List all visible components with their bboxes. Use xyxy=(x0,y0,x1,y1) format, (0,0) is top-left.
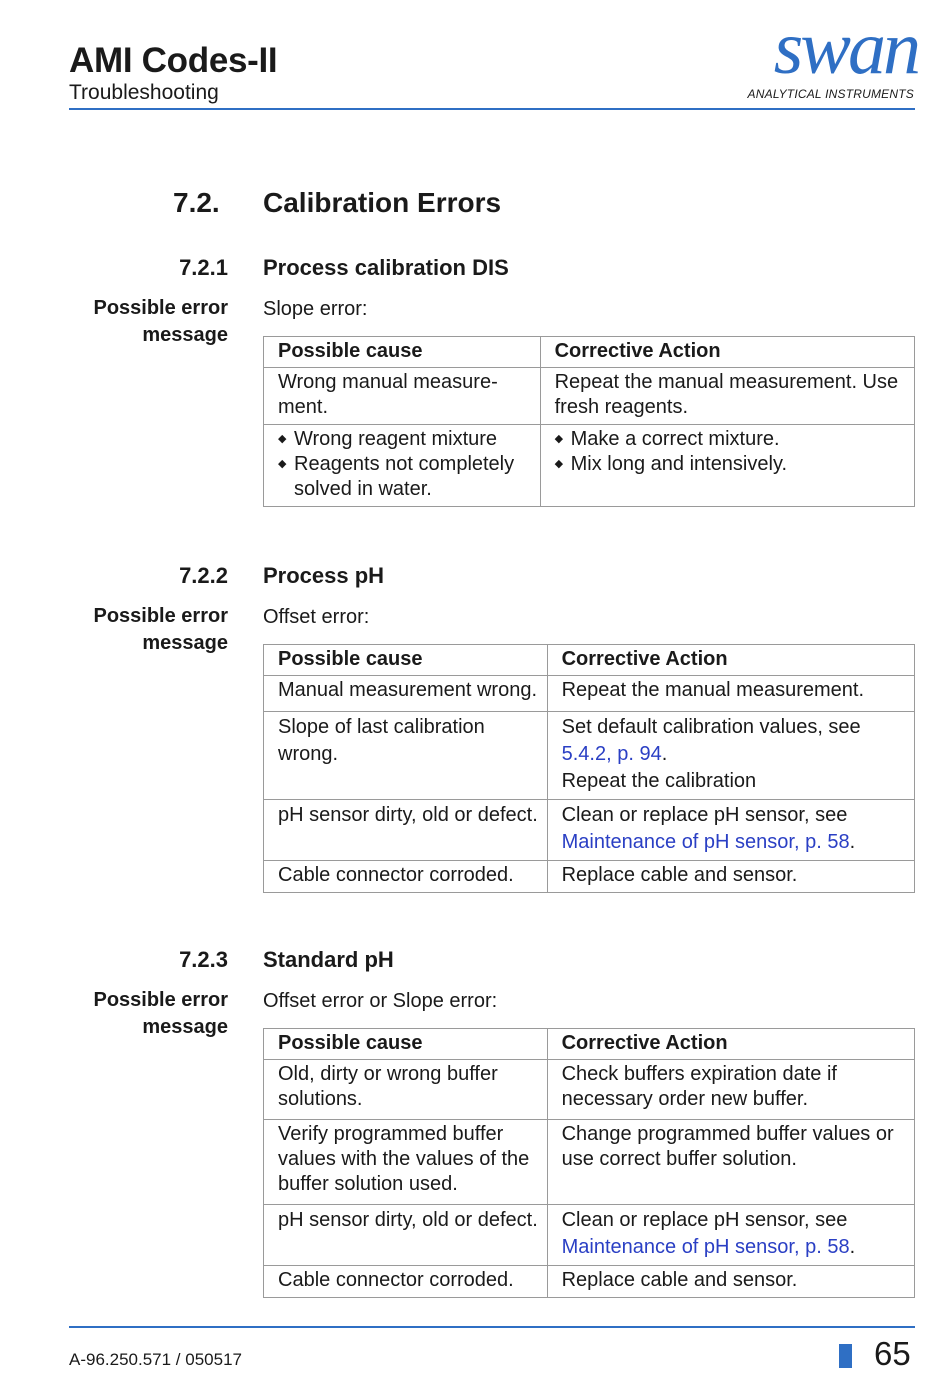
bullet-item: ◆ Make a correct mixture. xyxy=(555,427,906,452)
table-row xyxy=(264,712,915,800)
side-label: Possible error message xyxy=(93,989,228,1038)
chapter-title: Calibration Errors xyxy=(263,187,502,218)
document-subtitle: Troubleshooting xyxy=(69,81,219,104)
table-row xyxy=(264,861,915,893)
section-number: 7.2.2 xyxy=(179,563,228,588)
cause-cell: Old, dirty or wrong buffer solutions. xyxy=(264,1060,548,1120)
action-punctuation: . xyxy=(849,1236,856,1258)
cause-cell: Wrong manual measure-ment. xyxy=(264,368,541,425)
cause-action-table xyxy=(263,1028,915,1298)
table-header-row xyxy=(264,337,915,368)
action-cell: Repeat the manual measurement. Use fresh reagents. xyxy=(540,368,914,425)
action-punctuation: . xyxy=(661,743,668,765)
logo-wordmark: swan xyxy=(773,6,918,90)
action-cell xyxy=(547,1205,914,1266)
table-row xyxy=(264,1120,915,1205)
table-row xyxy=(264,1205,915,1266)
cause-cell: Cable connector corroded. xyxy=(264,1266,548,1298)
side-label: Possible error message xyxy=(93,297,228,346)
document-title: AMI Codes-II xyxy=(69,41,278,80)
cause-cell: Verify programmed buffer values with the values of the buffer solution used. xyxy=(264,1120,548,1205)
bullet-item: ◆ Mix long and intensively. xyxy=(555,452,906,477)
section-title: Process calibration DIS xyxy=(263,255,509,280)
action-cell xyxy=(540,425,914,507)
cause-cell: Cable connector corroded. xyxy=(264,861,548,893)
action-text: Clean or replace pH sensor, see xyxy=(561,1209,848,1231)
error-message: Offset error: xyxy=(263,606,370,628)
cause-bullet-list xyxy=(278,427,532,502)
table-header-row xyxy=(264,1029,915,1060)
action-text: Repeat the calibration xyxy=(561,770,757,792)
table-row xyxy=(264,1266,915,1298)
page-number: 65 xyxy=(874,1335,911,1372)
column-header-action: Corrective Action xyxy=(540,337,914,368)
cause-cell: pH sensor dirty, old or defect. xyxy=(264,800,548,861)
cause-action-table xyxy=(263,644,915,893)
swan-logo xyxy=(747,6,918,104)
column-header-cause: Possible cause xyxy=(264,645,548,676)
header-divider xyxy=(69,108,915,110)
footer-divider xyxy=(69,1326,915,1328)
side-label: Possible error message xyxy=(93,605,228,654)
page-marker xyxy=(839,1344,852,1368)
section-title: Process pH xyxy=(263,563,385,588)
section-number: 7.2.1 xyxy=(179,255,228,280)
table-row xyxy=(264,368,915,425)
table-row xyxy=(264,1060,915,1120)
action-text: Clean or replace pH sensor, see xyxy=(561,804,848,826)
action-bullet-list xyxy=(555,427,906,477)
cause-cell: Slope of last calibration wrong. xyxy=(264,712,548,800)
bullet-item: ◆ Reagents not completely solved in water. xyxy=(278,452,532,502)
table-header-row xyxy=(264,645,915,676)
action-cell: Replace cable and sensor. xyxy=(547,861,914,893)
maintenance-link[interactable]: Maintenance of pH sensor, p. 58 xyxy=(561,1236,850,1258)
column-header-cause: Possible cause xyxy=(264,337,541,368)
action-cell: Repeat the manual measurement. xyxy=(547,676,914,712)
action-punctuation: . xyxy=(849,831,856,853)
column-header-cause: Possible cause xyxy=(264,1029,548,1060)
cause-cell: pH sensor dirty, old or defect. xyxy=(264,1205,548,1266)
action-cell: Check buffers expiration date if necessary order new buffer. xyxy=(547,1060,914,1120)
logo-tagline: ANALYTICAL INSTRUMENTS xyxy=(747,87,914,101)
bullet-item: ◆ Wrong reagent mixture xyxy=(278,427,532,452)
action-cell xyxy=(547,712,914,800)
table-row xyxy=(264,425,915,507)
cause-action-table xyxy=(263,336,915,507)
action-cell: Replace cable and sensor. xyxy=(547,1266,914,1298)
table-row xyxy=(264,800,915,861)
action-text: Set default calibration values, see xyxy=(561,716,861,738)
cause-cell xyxy=(264,425,541,507)
section-number: 7.2.3 xyxy=(179,947,228,972)
chapter-number: 7.2. xyxy=(173,187,220,218)
action-cell: Change programmed buffer values or use correct buffer solution. xyxy=(547,1120,914,1205)
maintenance-link[interactable]: Maintenance of pH sensor, p. 58 xyxy=(561,831,850,853)
column-header-action: Corrective Action xyxy=(547,1029,914,1060)
table-row xyxy=(264,676,915,712)
document-id: A-96.250.571 / 050517 xyxy=(69,1350,242,1369)
section-reference-link[interactable]: 5.4.2, p. 94 xyxy=(561,743,662,765)
error-message: Offset error or Slope error: xyxy=(263,990,498,1012)
column-header-action: Corrective Action xyxy=(547,645,914,676)
error-message: Slope error: xyxy=(263,298,368,320)
section-title: Standard pH xyxy=(263,947,394,972)
action-cell xyxy=(547,800,914,861)
cause-cell: Manual measurement wrong. xyxy=(264,676,548,712)
